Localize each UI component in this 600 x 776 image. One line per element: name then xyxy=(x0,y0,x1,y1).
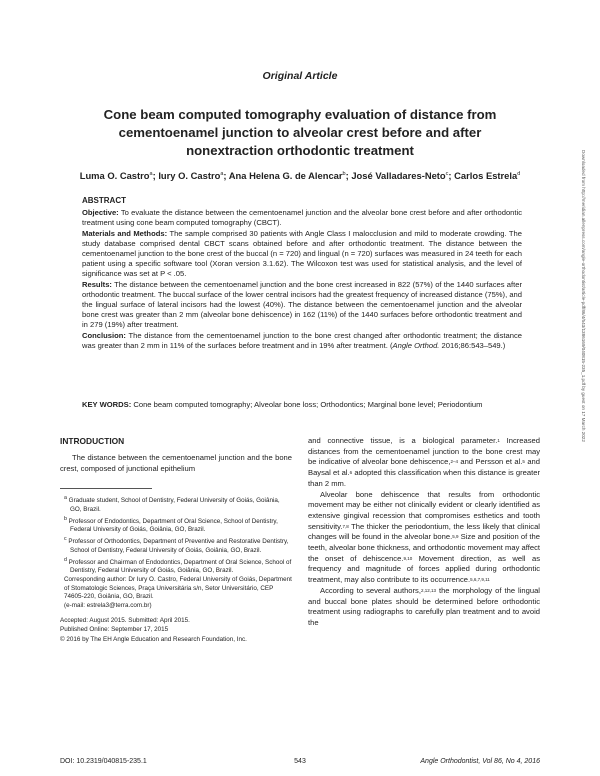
correspondence: Corresponding author: Dr Iury O. Castro, Federal University of Goiás, Department of Stomatologic Sciences, Praça Universitária s/n, Setor Universitário, CEP 74605-220, Goiânia, GO, Brazil. xyxy=(64,576,292,600)
abstract-block xyxy=(82,196,522,351)
body-text: the morphology of the lingual and buccal bone plates should be determined before orthodontic treatment using radiographs to carefully plan treatment and to avoid the xyxy=(308,585,540,627)
author-affiliation-mark: d xyxy=(517,170,521,177)
footnotes xyxy=(60,494,292,643)
body-text: and Baysal et al. xyxy=(308,457,541,478)
body-paragraph: The distance between the cementoenamel junction and the bone crest, composed of junctional epithelium xyxy=(60,452,292,473)
email[interactable]: (e-mail: estrela3@terra.com.br) xyxy=(64,602,152,609)
footnote-mark: b xyxy=(64,515,67,522)
abstract-methods xyxy=(82,229,522,280)
body-text: and connective tissue, is a biological parameter. xyxy=(308,436,498,445)
author-name: Ana Helena G. de Alencar xyxy=(228,170,343,181)
body-text: The thicker the periodontium, the less likely that clinical changes will be found in the alveolar bone. xyxy=(308,521,540,542)
reference-mark[interactable]: 2–4 xyxy=(450,459,458,465)
keywords-text: Cone beam computed tomography; Alveolar bone loss; Orthodontics; Marginal bone level; Periodontium xyxy=(133,400,483,409)
reference-mark[interactable]: 5,9 xyxy=(452,534,459,540)
copyright: © 2016 by The EH Angle Education and Research Foundation, Inc. xyxy=(60,635,247,643)
download-note: Downloaded from http://meridian.allenpress.com/angle-orthodontist/article-pdf/86/4/543/1386169/040815-235_1.pdf by guest on 17 March 2022 xyxy=(581,150,586,442)
author-list: Luma O. Castro$^a$; Iury O. Castro$^a$; Ana Helena G. de Alencar$^b$; José Valladares-Neto$^c$; Carlos Estrela$^d$ xyxy=(79,170,521,181)
abstract-label: Materials and Methods: xyxy=(82,228,168,238)
abstract-conclusion xyxy=(82,331,522,351)
author-affiliation-mark: a xyxy=(149,170,153,177)
footnote xyxy=(60,535,292,555)
citation-journal: Angle Orthod. xyxy=(392,340,440,350)
body-text: Movement direction, as well as frequency and magnitude of forces applied during orthodontic treatment, may also contribute to its occurrence. xyxy=(308,553,540,585)
body-paragraph xyxy=(308,586,540,629)
footnote-divider xyxy=(60,488,152,489)
page-number: 543 xyxy=(294,758,306,765)
abstract-text: The distance between the cementoenamel junction and the bone crest increased in 822 (57%) of the 1440 surfaces after orthodontic treatment. The buccal surface of the lower central incisors had the greatest frequency of increased distance (75%), and the lingual surface of lateral incisors had the lowest (40%). The distance between the cementoenamel junction and the alveolar bone crest was greater than 2 mm (alveolar bone dehiscence) in 162 (11%) of the 1440 surfaces before orthodontic treatment and in 279 (19%) after treatment. xyxy=(82,279,522,330)
abstract-heading: ABSTRACT xyxy=(82,196,126,205)
abstract-label: Conclusion: xyxy=(82,330,126,340)
author-name: Luma O. Castro xyxy=(79,170,150,181)
left-column xyxy=(60,436,292,645)
author-affiliation-mark: c xyxy=(445,170,449,177)
body-text: adopted this classification when this distance is greater than 2 mm. xyxy=(308,468,540,488)
reference-mark[interactable]: 6 xyxy=(349,470,353,476)
reference-mark[interactable]: 1 xyxy=(497,438,500,443)
citation-open: ( xyxy=(390,340,393,350)
author-affiliation-mark: b xyxy=(342,170,346,177)
author-name: José Valladares-Neto xyxy=(351,170,446,181)
author-name: Iury O. Castro xyxy=(158,170,221,181)
footnote xyxy=(60,494,292,514)
accepted-date: Accepted: August 2015. Submitted: April 2015. xyxy=(60,617,190,625)
body-text: and Persson et al. xyxy=(457,457,523,467)
body-paragraph xyxy=(308,490,540,586)
body-text: According to several authors, xyxy=(320,585,421,595)
body-text: Size and position of the teeth, alveolar bone thickness, and orthodontic movement may affect the onset of dehiscence. xyxy=(308,532,540,563)
article-title: Cone beam computed tomography evaluation of distance from cementoenamel junction to alveolar crest before and after nonextraction orthodontic treatment xyxy=(103,107,497,158)
citation-detail: 2016;86:543–549.) xyxy=(441,340,506,350)
reference-mark[interactable]: 2,12,13 xyxy=(420,587,436,593)
section-heading-introduction: INTRODUCTION xyxy=(60,436,125,446)
footnote-text: Graduate student, School of Dentistry, Federal University of Goiás, Goiânia, GO, Brazil. xyxy=(68,497,280,513)
footnote-text: Professor and Chairman of Endodontics, Department of Oral Science, School of Dentistry, Federal University of Goiás, Goiânia, GO, Brazil. xyxy=(68,558,292,575)
footnote xyxy=(60,515,292,535)
keywords-label: KEY WORDS: xyxy=(82,400,132,409)
footnote-mark: c xyxy=(64,536,67,543)
footnote-mark: a xyxy=(64,495,67,502)
body-text: Alveolar bone dehiscence that results from orthodontic movement may be either not clinically evident or clearly identified as extensive gingival recession that compromises esthetics and tooth sensitivity. xyxy=(308,489,540,531)
journal-info: Angle Orthodontist, Vol 86, No 4, 2016 xyxy=(420,758,540,765)
download-watermark xyxy=(578,150,590,570)
published-date: Published Online: September 17, 2015 xyxy=(60,626,169,634)
reference-mark[interactable]: 5,6,7,9,11 xyxy=(470,577,490,583)
reference-mark[interactable]: 5 xyxy=(522,459,525,465)
author-affiliation-mark: a xyxy=(220,170,224,177)
footnote xyxy=(60,556,292,576)
body-text: Increased distances from the cementoenamel junction to the bone crest may be indicative of alveolar bone dehiscence, xyxy=(308,436,540,467)
article-type-label: Original Article xyxy=(262,70,338,82)
footnote-text: Professor of Orthodontics, Department of Preventive and Restorative Dentistry, School of Dentistry, Federal University of Goiás, Goiânia, GO, Brazil. xyxy=(68,538,289,554)
author-name: Carlos Estrela xyxy=(454,170,518,181)
footnote-text: Professor of Endodontics, Department of Oral Science, School of Dentistry, Federal University of Goiás, Goiânia, GO, Brazil. xyxy=(68,517,278,534)
abstract-objective xyxy=(82,208,522,228)
right-column xyxy=(308,436,540,629)
reference-mark[interactable]: 7,8 xyxy=(342,523,349,529)
abstract-text: The sample comprised 30 patients with Angle Class I malocclusion and mild to moderate crowding. The study database comprised dental CBCT scans obtained before and after orthodontic treatment. The distance between the cementoenamel junction to the bone crest of the buccal (n = 720) and lingual (n = 720) surfaces was measured in 24 teeth for each patient using a specific software tool (Xoran version 3.1.62). The Wilcoxon test was used for statistical analysis, and the level of significance was set at P < .05. xyxy=(82,228,522,279)
body-paragraph xyxy=(308,436,540,490)
doi[interactable]: DOI: 10.2319/040815-235.1 xyxy=(60,758,147,765)
abstract-label: Objective: xyxy=(82,208,119,218)
abstract-text: To evaluate the distance between the cementoenamel junction and the alveolar bone crest before and after orthodontic treatment using cone beam computed tomography (CBCT). xyxy=(82,208,522,228)
footnote-mark: d xyxy=(64,556,67,563)
abstract-label: Results: xyxy=(82,279,112,289)
reference-mark[interactable]: 9,10 xyxy=(403,555,413,561)
keywords xyxy=(82,400,522,410)
abstract-results xyxy=(82,280,522,331)
abstract-text: The distance from the cementoenamel junction to the bone crest changed after orthodontic treatment; the distance was greater than 2 mm in 11% of the surfaces before treatment and in 19% after treatment. xyxy=(82,330,522,350)
